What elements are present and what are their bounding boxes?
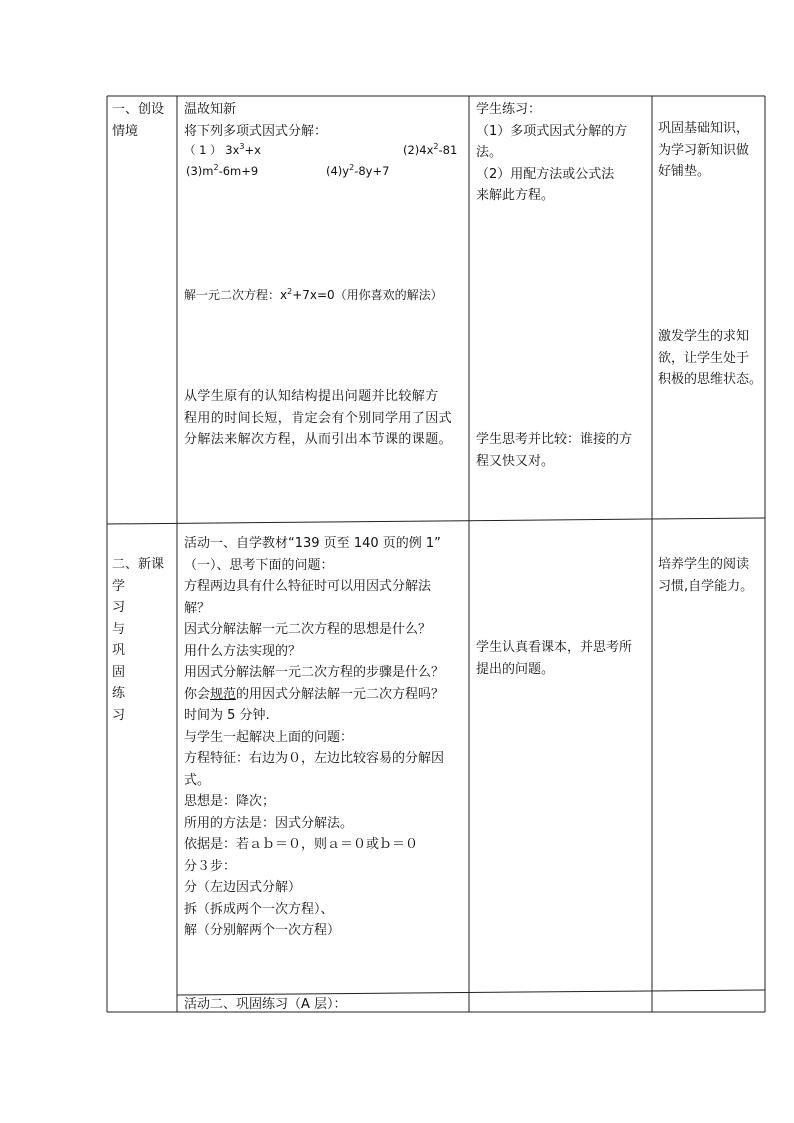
teacher-activity-cell-2: 活动一、自学教材“139 页至 140 页的例 1” （一）、思考下面的问题： 方程两边具有什么特征时可以用因式分解法 解？ 因式分解法解一元二次方程的思想是什么？ 用什么方法实现的？ 用因式分解法解一元二次方程的步骤是什么？ 你会规范的用因式分解法解一元二次方程吗？ 时间为 5 分钟. 与学生一起解决上面的问题： 方程特征：右边为０，左边比较容易的分解因 式。 思想是：降次； 所用的方法是：因式分解法。 依据是：若ａｂ＝０，则ａ＝０或ｂ＝０ 分３步： 分（左边因式分解） 拆（拆成两个一次方程）、 解（分别解两个一次方程） <box>184 533 444 942</box>
student-compare: 学生思考并比较：谁接的方 程又快又对。 <box>476 432 633 469</box>
purpose-cell-2: 培养学生的阅读 习惯,自学能力。 <box>658 557 754 594</box>
purpose-cell-1a: 巩固基础知识， 为学习新知识做 好铺垫。 <box>658 121 750 179</box>
factor-instruction: 将下列多项式因式分解： <box>184 123 328 139</box>
exercise-q1: （ 1 ） $3x^3+x$ <box>184 142 261 157</box>
activity-two-title: 活动二、巩固练习（A 层）： <box>184 997 347 1012</box>
student-activity-cell-2: 学生认真看课本，并思考所 提出的问题。 <box>476 640 633 677</box>
exercise-q3: $(3)m^2-6m+9$ <box>186 163 259 178</box>
teacher-activity-cell-1 <box>184 99 327 142</box>
solve-equation-prompt: 解一元二次方程：$x^2+7x=0$（用你喜欢的解法） <box>184 287 443 302</box>
stage-cell-2: 二、新课 学 习 与 巩 固 练 习 <box>112 554 164 726</box>
activity-one-title: 活动一、自学教材“139 页至 140 页的例 1” <box>184 536 441 551</box>
stage-cell-1 <box>112 99 164 142</box>
question-with-underline: 你会规范的用因式分解法解一元二次方程吗？ <box>184 686 445 702</box>
review-heading: 温故知新 <box>184 102 237 117</box>
purpose-cell-1b: 激发学生的求知 欲，让学生处于 积极的思维状态。 <box>658 329 763 387</box>
row-divider-1 <box>107 518 765 524</box>
exercise-q4: $(4)y^2-8y+7$ <box>326 163 390 178</box>
stage-label: 二、新课 <box>112 557 165 572</box>
student-practice-heading: 学生练习： <box>476 102 542 117</box>
stage-label: 情境 <box>112 123 139 139</box>
stage-label: 一、创设 <box>112 102 165 117</box>
student-activity-cell-1: 学生练习： （1）多项式因式分解的方 法。 （2）用配方法或公式法 来解此方程。 <box>476 99 627 207</box>
exercise-q2: $(2)4x^2-81$ <box>403 142 458 157</box>
teacher-reflection: 从学生原有的认知结构提出问题并比较解方 程用的时间长短，肯定会有个别同学用了因式 分解法来解次方程，从而引出本节课的课题。 <box>184 389 453 447</box>
